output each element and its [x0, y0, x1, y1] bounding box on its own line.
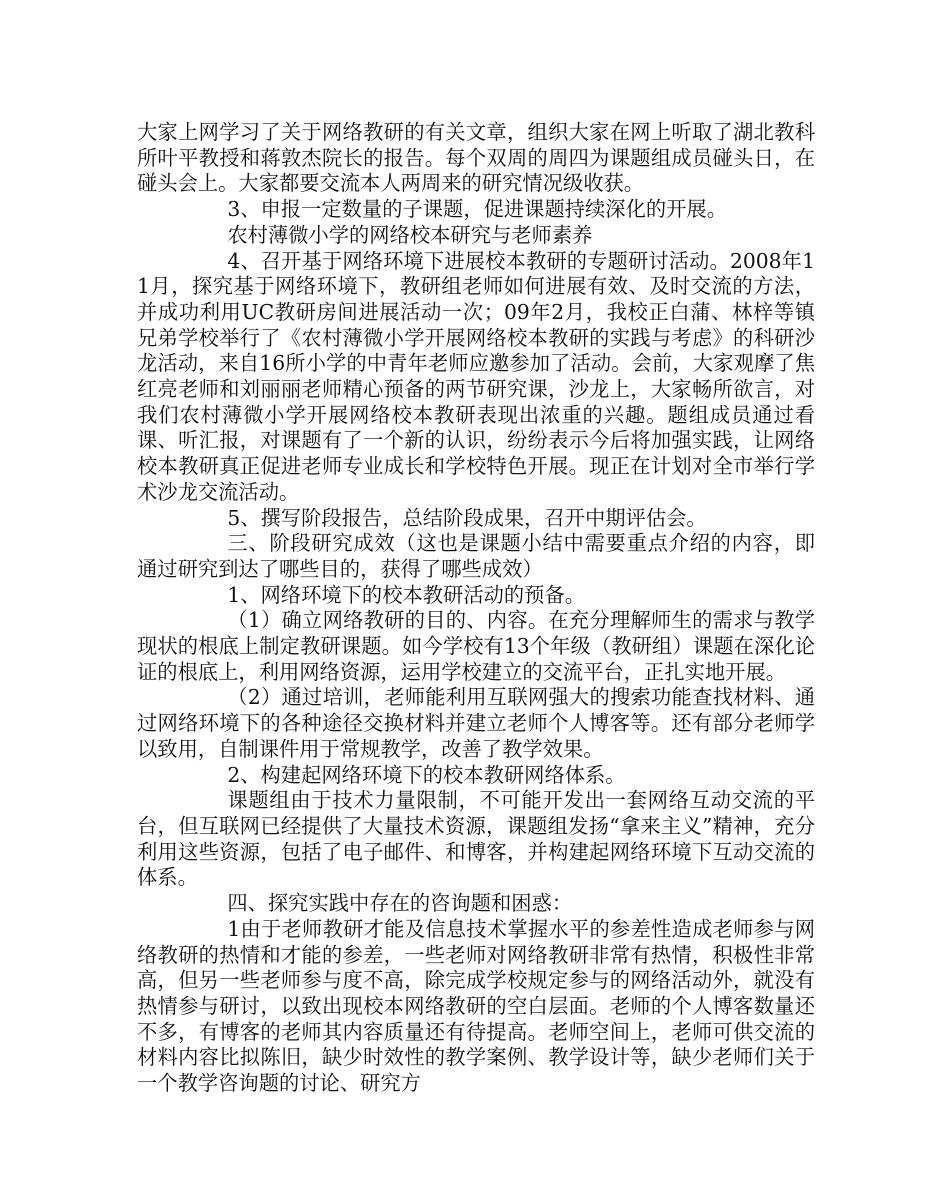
paragraph-sub-item-5: 5、撰写阶段报告，总结阶段成果，召开中期评估会。	[227, 505, 707, 530]
paragraph-inline-title: 农村薄微小学的网络校本研究与老师素养	[227, 222, 593, 247]
section-heading-3: 三、阶段研究成效（这也是课题小结中需要重点介绍的内容，即通过研究到达了哪些目的，获得了哪些成效）	[137, 531, 815, 581]
paragraph-point-2-body: 课题组由于技术力量限制，不可能开发出一套网络互动交流的平台，但互联网已经提供了大量技术资源，课题组发扬“拿来主义”精神，充分利用这些资源，包括了电子邮件、和博客，并构建起网络环境下互动交流的体系。	[137, 788, 815, 890]
paragraph-point-2: 2、构建起网络环境下的校本教研网络体系。	[227, 762, 626, 787]
document-body	[137, 120, 815, 1097]
paragraph-issue-1: 1由于老师教研才能及信息技术掌握水平的参差性造成老师参与网络教研的热情和才能的参差，一些老师对网络教研非常有热情，积极性非常高，但另一些老师参与度不高，除完成学校规定参与的网络活动外，就没有热情参与研讨，以致出现校本网络教研的空白层面。老师的个人博客数量还不多，有博客的老师其内容质量还有待提高。老师空间上，老师可供交流的材料内容比拟陈旧，缺少时效性的教学案例、教学设计等，缺少老师们关于一个教学咨询题的讨论、研究方	[137, 916, 815, 1096]
paragraph-point-1-2: （2）通过培训，老师能利用互联网强大的搜索功能查找材料、通过网络环境下的各种途径交换材料并建立老师个人博客等。还有部分老师学以致用，自制课件用于常规教学，改善了教学效果。	[137, 685, 815, 761]
paragraph-point-1: 1、网络环境下的校本教研活动的预备。	[227, 582, 586, 607]
paragraph-continuation: 大家上网学习了关于网络教研的有关文章，组织大家在网上听取了湖北教科所叶平教授和蒋敦杰院长的报告。每个双周的周四为课题组成员碰头日，在碰头会上。大家都要交流本人两周来的研究情况级收获。	[137, 120, 815, 196]
section-heading-4: 四、探究实践中存在的咨询题和困惑：	[227, 891, 573, 916]
paragraph-sub-item-3: 3、申报一定数量的子课题，促进课题持续深化的开展。	[227, 197, 727, 222]
paragraph-sub-item-4: 4、召开基于网络环境下进展校本教研的专题研讨活动。2008年11月，探究基于网络环境下，教研组老师如何进展有效、及时交流的方法，并成功利用UC教研房间进展活动一次；09年2月，我校正白蒲、林梓等镇兄弟学校举行了《农村薄微小学开展网络校本教研的实践与考虑》的科研沙龙活动，来自16所小学的中青年老师应邀参加了活动。会前，大家观摩了焦红亮老师和刘丽丽老师精心预备的两节研究课，沙龙上，大家畅所欲言，对我们农村薄微小学开展网络校本教研表现出浓重的兴趣。题组成员通过看课、听汇报，对课题有了一个新的认识，纷纷表示今后将加强实践，让网络校本教研真正促进老师专业成长和学校特色开展。现正在计划对全市举行学术沙龙交流活动。	[137, 248, 815, 504]
paragraph-point-1-1: （1）确立网络教研的目的、内容。在充分理解师生的需求与教学现状的根底上制定教研课题。如今学校有13个年级（教研组）课题在深化论证的根底上，利用网络资源，运用学校建立的交流平台，正扎实地开展。	[137, 608, 815, 684]
